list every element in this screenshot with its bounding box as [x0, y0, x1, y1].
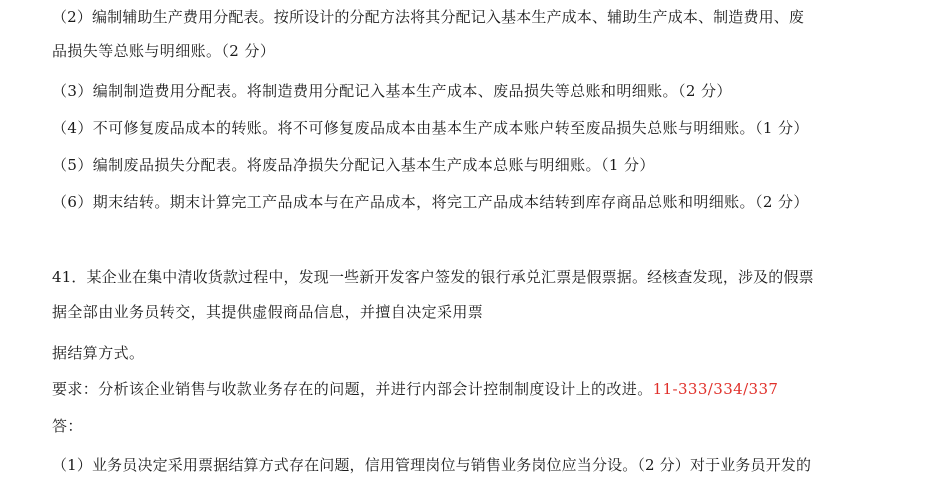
reference-code: 11-333/334/337	[652, 380, 779, 398]
paragraph-step-2: （2）编制辅助生产费用分配表。按所设计的分配方法将其分配记入基本生产成本、辅助生产成本、制造费用、废	[52, 8, 805, 26]
answer-label: 答：	[52, 417, 83, 435]
paragraph-step-5: （5）编制废品损失分配表。将废品净损失分配记入基本生产成本总账与明细账。（1 分）	[52, 156, 655, 174]
requirement-line	[52, 379, 778, 399]
paragraph-step-2-continued: 品损失等总账与明细账。（2 分）	[52, 42, 276, 60]
paragraph-step-3: （3）编制制造费用分配表。将制造费用分配记入基本生产成本、废品损失等总账和明细账。（2 分）	[52, 82, 732, 100]
question-41: 41．某企业在集中清收货款过程中，发现一些新开发客户签发的银行承兑汇票是假票据。经核查发现，涉及的假票	[52, 268, 814, 286]
paragraph-step-4: （4）不可修复废品成本的转账。将不可修复废品成本由基本生产成本账户转至废品损失总账与明细账。（1 分）	[52, 119, 809, 137]
question-41-end: 据结算方式。	[52, 344, 145, 362]
question-41-continued: 据全部由业务员转交，其提供虚假商品信息，并擅自决定采用票	[52, 303, 484, 321]
paragraph-step-6: （6）期末结转。期末计算完工产品成本与在产品成本，将完工产品成本结转到库存商品总账和明细账。（2 分）	[52, 193, 809, 211]
answer-first-line: （1）业务员决定采用票据结算方式存在问题，信用管理岗位与销售业务岗位应当分设。（2 分）对于业务员开发的	[52, 456, 812, 474]
requirement-text: 要求：分析该企业销售与收款业务存在的问题，并进行内部会计控制制度设计上的改进。	[52, 380, 653, 398]
